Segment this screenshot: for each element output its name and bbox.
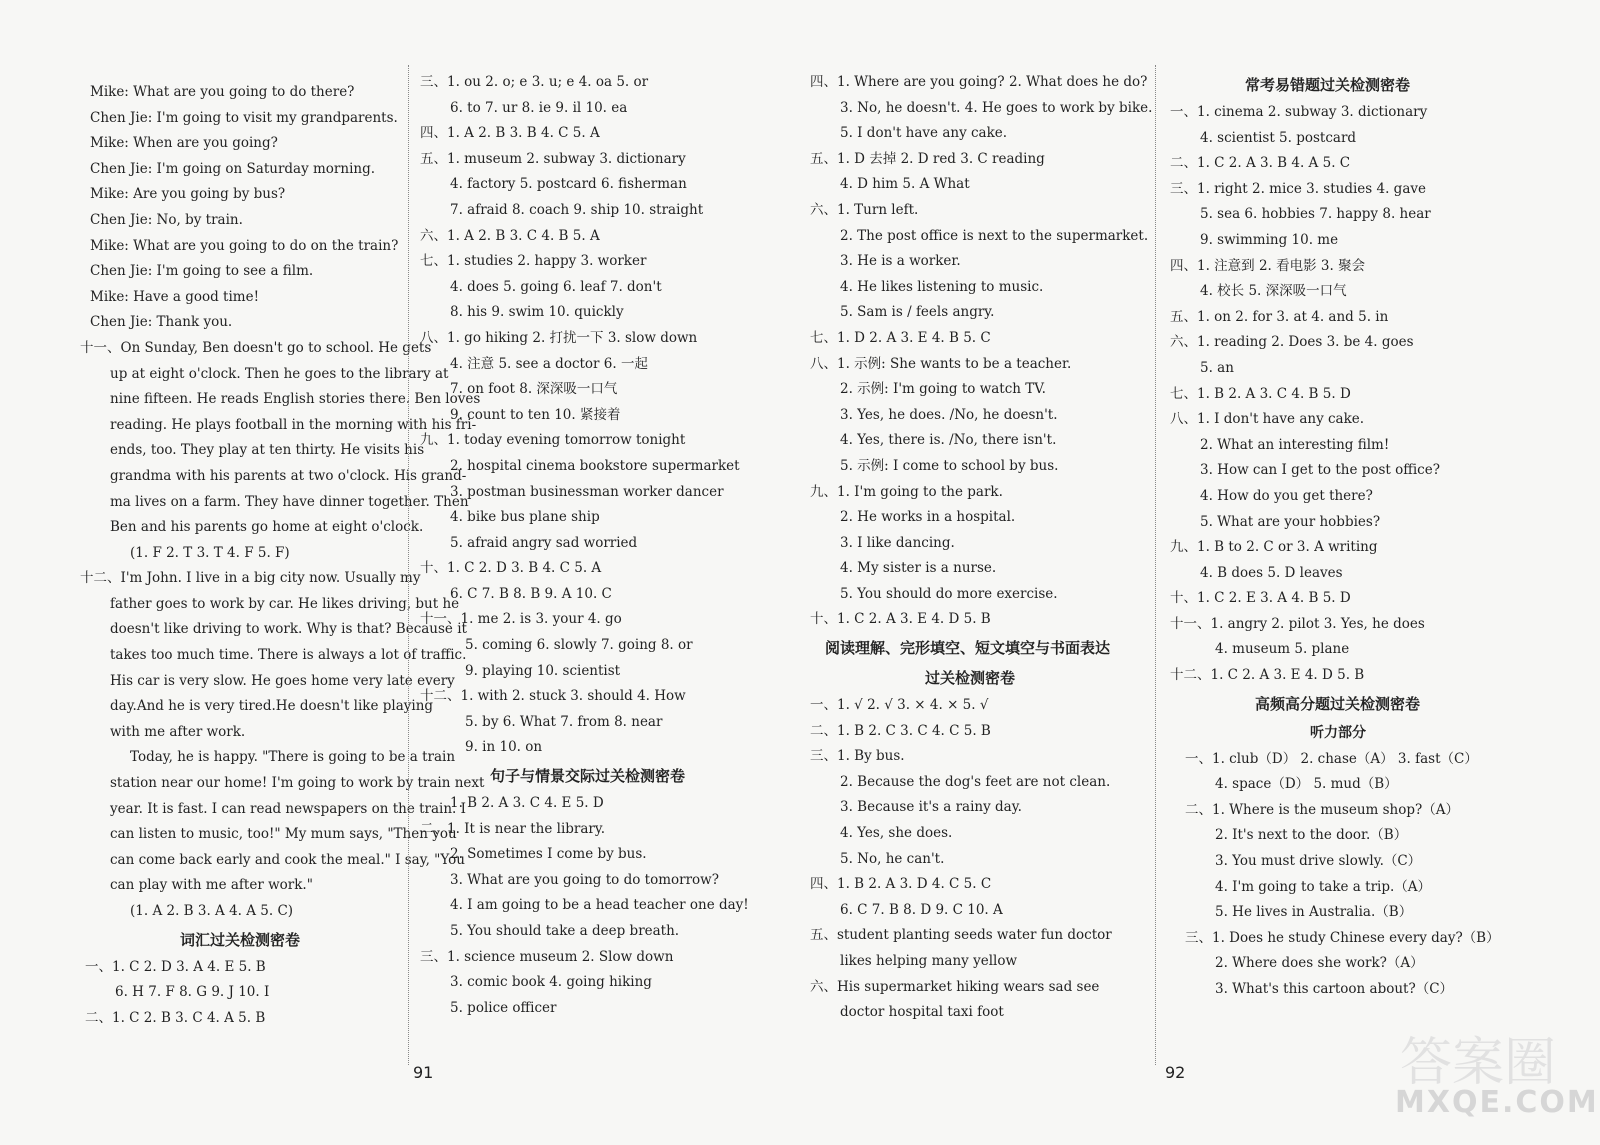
watermark-logo: 答案圈 [1400,1033,1557,1093]
answer-line: 十二、1. C 2. A 3. E 4. D 5. B [1170,667,1365,684]
answer-line: 5. What are your hobbies? [1200,513,1381,530]
answer-line: Chen Jie: I'm going to see a film. [90,263,314,280]
answer-line: 十、1. C 2. D 3. B 4. C 5. A [420,560,602,577]
answer-line: 3. What's this cartoon about?（C） [1215,981,1454,997]
answer-line: 十一、1. me 2. is 3. your 4. go [420,611,622,628]
answer-line: 四、1. B 2. A 3. D 4. C 5. C [810,876,992,893]
answer-line: 九、1. B to 2. C or 3. A writing [1170,539,1378,556]
watermark-text: MXQE.COM [1395,1085,1599,1120]
answer-line: 4. How do you get there? [1200,487,1373,504]
answer-line: 4. I'm going to take a trip.（A） [1215,878,1432,895]
answer-line: 二、1. C 2. A 3. B 4. A 5. C [1170,155,1351,172]
answer-line: 4. museum 5. plane [1215,641,1350,658]
answer-line: 一、1. √ 2. √ 3. × 4. × 5. √ [810,697,989,714]
answer-line: 4. factory 5. postcard 6. fisherman [450,176,687,193]
answer-line: 四、1. Where are you going? 2. What does he do? [810,74,1148,90]
answer-line: 9. count to ten 10. 紧接着 [450,406,621,423]
answer-line: 十一、On Sunday, Ben doesn't go to school. He gets [80,339,432,356]
answer-line: 四、1. A 2. B 3. B 4. C 5. A [420,125,600,142]
answer-line: 二、1. Where is the museum shop?（A） [1185,801,1459,818]
answer-line: Chen Jie: Thank you. [90,314,233,331]
answer-line: 1. B 2. A 3. C 4. E 5. D [450,795,604,812]
column-4 [1170,70,1530,1003]
answer-line: 4. D him 5. A What [840,176,970,193]
answer-line: 5. He lives in Australia.（B） [1215,904,1413,921]
answer-line: 5. by 6. What 7. from 8. near [465,713,663,730]
answer-line: Mike: What are you going to do on the train? [90,237,399,254]
answer-line: 4. I am going to be a head teacher one day! [450,897,749,914]
answer-line: 二、1. B 2. C 3. C 4. C 5. B [810,722,991,739]
answer-line: father goes to work by car. He likes driving, but he [110,595,460,612]
answer-line: 六、His supermarket hiking wears sad see [810,978,1100,995]
answer-line: Mike: When are you going? [90,135,278,152]
answer-line: 2. Where does she work?（A） [1215,955,1424,972]
column-2 [420,70,770,1021]
answer-line: 4. My sister is a nurse. [840,560,997,577]
answer-line: (1. F 2. T 3. T 4. F 5. F) [130,544,290,561]
answer-line: 3. postman businessman worker dancer [450,483,724,500]
answer-line: up at eight o'clock. Then he goes to the library at [110,365,449,382]
answer-line: 3. Because it's a rainy day. [840,799,1022,816]
answer-line: 4. Yes, she does. [840,825,953,842]
answer-line: 5. You should do more exercise. [840,585,1058,602]
answer-line: 9. in 10. on [465,739,543,756]
answer-line: 9. playing 10. scientist [465,662,621,679]
answer-line: 2. It's next to the door.（B） [1215,827,1408,844]
answer-line: 4. 校长 5. 深深吸一口气 [1200,283,1347,300]
answer-line: 2. What an interesting film! [1200,436,1390,453]
answer-line: 5. afraid angry sad worried [450,534,638,551]
section-heading: 阅读理解、完形填空、短文填空与书面表达 [825,639,1111,658]
column-divider [1155,65,1156,1065]
answer-line: 二、1. C 2. B 3. C 4. A 5. B [85,1009,266,1026]
answer-line: 一、1. cinema 2. subway 3. dictionary [1170,104,1428,120]
answer-line: 4. B does 5. D leaves [1200,564,1343,581]
answer-line: 7. on foot 8. 深深吸一口气 [450,381,618,398]
section-subheading: 听力部分 [1310,724,1366,741]
answer-line: ends, too. They play at ten thirty. He visits his [110,442,425,459]
answer-line: 九、1. today evening tomorrow tonight [420,432,686,449]
answer-line: 5. No, he can't. [840,850,945,867]
answer-line: 八、1. go hiking 2. 打扰一下 3. slow down [420,329,698,346]
page-number-left: 91 [413,1063,434,1082]
answer-line: Ben and his parents go home at eight o'clock. [110,519,424,536]
answer-line: Chen Jie: I'm going to visit my grandparents. [90,109,398,126]
answer-line: 三、1. By bus. [810,748,905,765]
answer-line: 2. 示例: I'm going to watch TV. [840,381,1046,398]
answer-line: 3. You must drive slowly.（C） [1215,853,1422,870]
answer-line: grandma with his parents at two o'clock. His grand- [110,467,467,484]
answer-line: 七、1. D 2. A 3. E 4. B 5. C [810,329,991,346]
answer-line: 三、1. ou 2. o; e 3. u; e 4. oa 5. or [420,74,649,90]
answer-line: 5. police officer [450,999,557,1016]
answer-line: Today, he is happy. "There is going to be a train [130,749,456,766]
answer-line: 7. afraid 8. coach 9. ship 10. straight [450,201,704,218]
answer-line: nine fifteen. He reads English stories there. Ben loves [110,391,481,408]
answer-line: 3. He is a worker. [840,253,961,270]
answer-line: 三、1. Does he study Chinese every day?（B） [1185,929,1500,946]
column-1 [80,80,485,1031]
answer-line: 5. I don't have any cake. [840,125,1008,142]
answer-line: can play with me after work." [110,877,313,894]
answer-line: doctor hospital taxi foot [840,1004,1004,1021]
answer-line: reading. He plays football in the morning with his fri- [110,416,477,433]
answer-line: 5. coming 6. slowly 7. going 8. or [465,637,693,654]
answer-line: 2. The post office is next to the supermarket. [840,227,1149,244]
answer-line: 4. He likes listening to music. [840,278,1044,295]
answer-line: 2. He works in a hospital. [840,509,1016,526]
answer-line: 一、1. C 2. D 3. A 4. E 5. B [85,958,266,975]
answer-line: Chen Jie: No, by train. [90,211,243,228]
answer-line: 3. I like dancing. [840,534,955,551]
answer-line: 4. space（D） 5. mud（B） [1215,776,1398,793]
answer-line: 8. his 9. swim 10. quickly [450,304,624,321]
answer-line: 十一、1. angry 2. pilot 3. Yes, he does [1170,615,1425,632]
section-heading: 词汇过关检测密卷 [180,930,301,949]
answer-line: 4. Yes, there is. /No, there isn't. [840,432,1057,449]
answer-line: 五、student planting seeds water fun doctor [810,927,1112,944]
answer-line: 2. Sometimes I come by bus. [450,846,647,863]
answer-line: 六、1. reading 2. Does 3. be 4. goes [1170,334,1414,351]
answer-line: 3. What are you going to do tomorrow? [450,871,719,888]
answer-line: day.And he is very tired.He doesn't like playing [110,698,434,715]
answer-line: 5. an [1200,359,1234,376]
answer-line: 三、1. science museum 2. Slow down [420,948,674,965]
answer-line: 七、1. B 2. A 3. C 4. B 5. D [1170,385,1351,402]
answer-line: 4. does 5. going 6. leaf 7. don't [450,278,662,295]
section-heading: 高频高分题过关检测密卷 [1255,694,1421,713]
answer-line: 十二、I'm John. I live in a big city now. Usually my [80,570,421,587]
answer-line: 五、1. on 2. for 3. at 4. and 5. in [1170,308,1389,325]
answer-line: 3. How can I get to the post office? [1200,462,1440,479]
answer-line: doesn't like driving to work. Why is that? Because it [110,621,467,638]
answer-line: Mike: What are you going to do there? [90,84,355,100]
answer-line: can listen to music, too!" My mum says, "Then you [110,826,457,843]
answer-line: 3. comic book 4. going hiking [450,974,652,991]
answer-line: 5. sea 6. hobbies 7. happy 8. hear [1200,206,1431,223]
answer-line: 4. bike bus plane ship [450,509,600,526]
answer-line: takes too much time. There is always a lot of traffic. [110,647,467,664]
answer-line: 5. 示例: I come to school by bus. [840,457,1059,474]
answer-line: 2. Because the dog's feet are not clean. [840,773,1111,790]
answer-line: 五、1. D 去掉 2. D red 3. C reading [810,150,1045,167]
section-heading: 过关检测密卷 [925,669,1016,688]
answer-line: 6. H 7. F 8. G 9. J 10. I [115,984,270,1001]
answer-line: 3. Yes, he does. /No, he doesn't. [840,406,1058,423]
section-heading: 常考易错题过关检测密卷 [1245,76,1411,94]
answer-line: 6. C 7. B 8. D 9. C 10. A [840,901,1003,918]
answer-line: 6. to 7. ur 8. ie 9. il 10. ea [450,99,628,116]
answer-line: 5. Sam is / feels angry. [840,304,995,321]
answer-line: station near our home! I'm going to work by train next [110,775,485,792]
answer-line: 4. scientist 5. postcard [1200,129,1357,146]
answer-line: Mike: Are you going by bus? [90,186,286,203]
answer-line: 十、1. C 2. E 3. A 4. B 5. D [1170,590,1351,607]
answer-line: (1. A 2. B 3. A 4. A 5. C) [130,903,294,919]
column-3 [810,70,1153,1026]
answer-line: 八、1. I don't have any cake. [1170,411,1365,428]
answer-line: 6. C 7. B 8. B 9. A 10. C [450,585,612,602]
answer-line: 五、1. museum 2. subway 3. dictionary [420,150,686,167]
answer-line: year. It is fast. I can read newspapers on the train. I [110,800,466,817]
answer-line: Chen Jie: I'm going on Saturday morning. [90,160,376,177]
answer-line: 5. You should take a deep breath. [450,923,680,939]
page-number-right: 92 [1165,1063,1186,1082]
answer-line: 4. 注意 5. see a doctor 6. 一起 [450,355,648,372]
answer-line: 一、1. club（D） 2. chase（A） 3. fast（C） [1185,750,1478,767]
answer-line: Mike: Have a good time! [90,288,260,305]
answer-line: 八、1. 示例: She wants to be a teacher. [810,355,1072,372]
answer-line: 四、1. 注意到 2. 看电影 3. 聚会 [1170,257,1366,274]
answer-line: 六、1. A 2. B 3. C 4. B 5. A [420,227,600,244]
answer-line: ma lives on a farm. They have dinner together. Then [110,493,469,510]
column-divider [408,65,409,1065]
answer-line: 9. swimming 10. me [1200,231,1339,248]
answer-line: 三、1. right 2. mice 3. studies 4. gave [1170,180,1426,197]
answer-line: His car is very slow. He goes home very late every [110,672,455,689]
answer-line: 十二、1. with 2. stuck 3. should 4. How [420,688,686,705]
section-heading: 句子与情景交际过关检测密卷 [490,767,686,786]
answer-line: likes helping many yellow [840,953,1018,969]
answer-line: 六、1. Turn left. [810,201,919,218]
answer-line: with me after work. [110,723,246,740]
answer-line: 2. hospital cinema bookstore supermarket [450,457,740,474]
answer-line: 七、1. studies 2. happy 3. worker [420,253,647,270]
answer-line: 二、1. It is near the library. [420,820,605,837]
answer-line: can come back early and cook the meal." I say, "You [110,851,465,868]
answer-line: 3. No, he doesn't. 4. He goes to work by bike. [840,99,1153,116]
answer-line: 九、1. I'm going to the park. [810,483,1003,500]
answer-line: 十、1. C 2. A 3. E 4. D 5. B [810,611,991,628]
